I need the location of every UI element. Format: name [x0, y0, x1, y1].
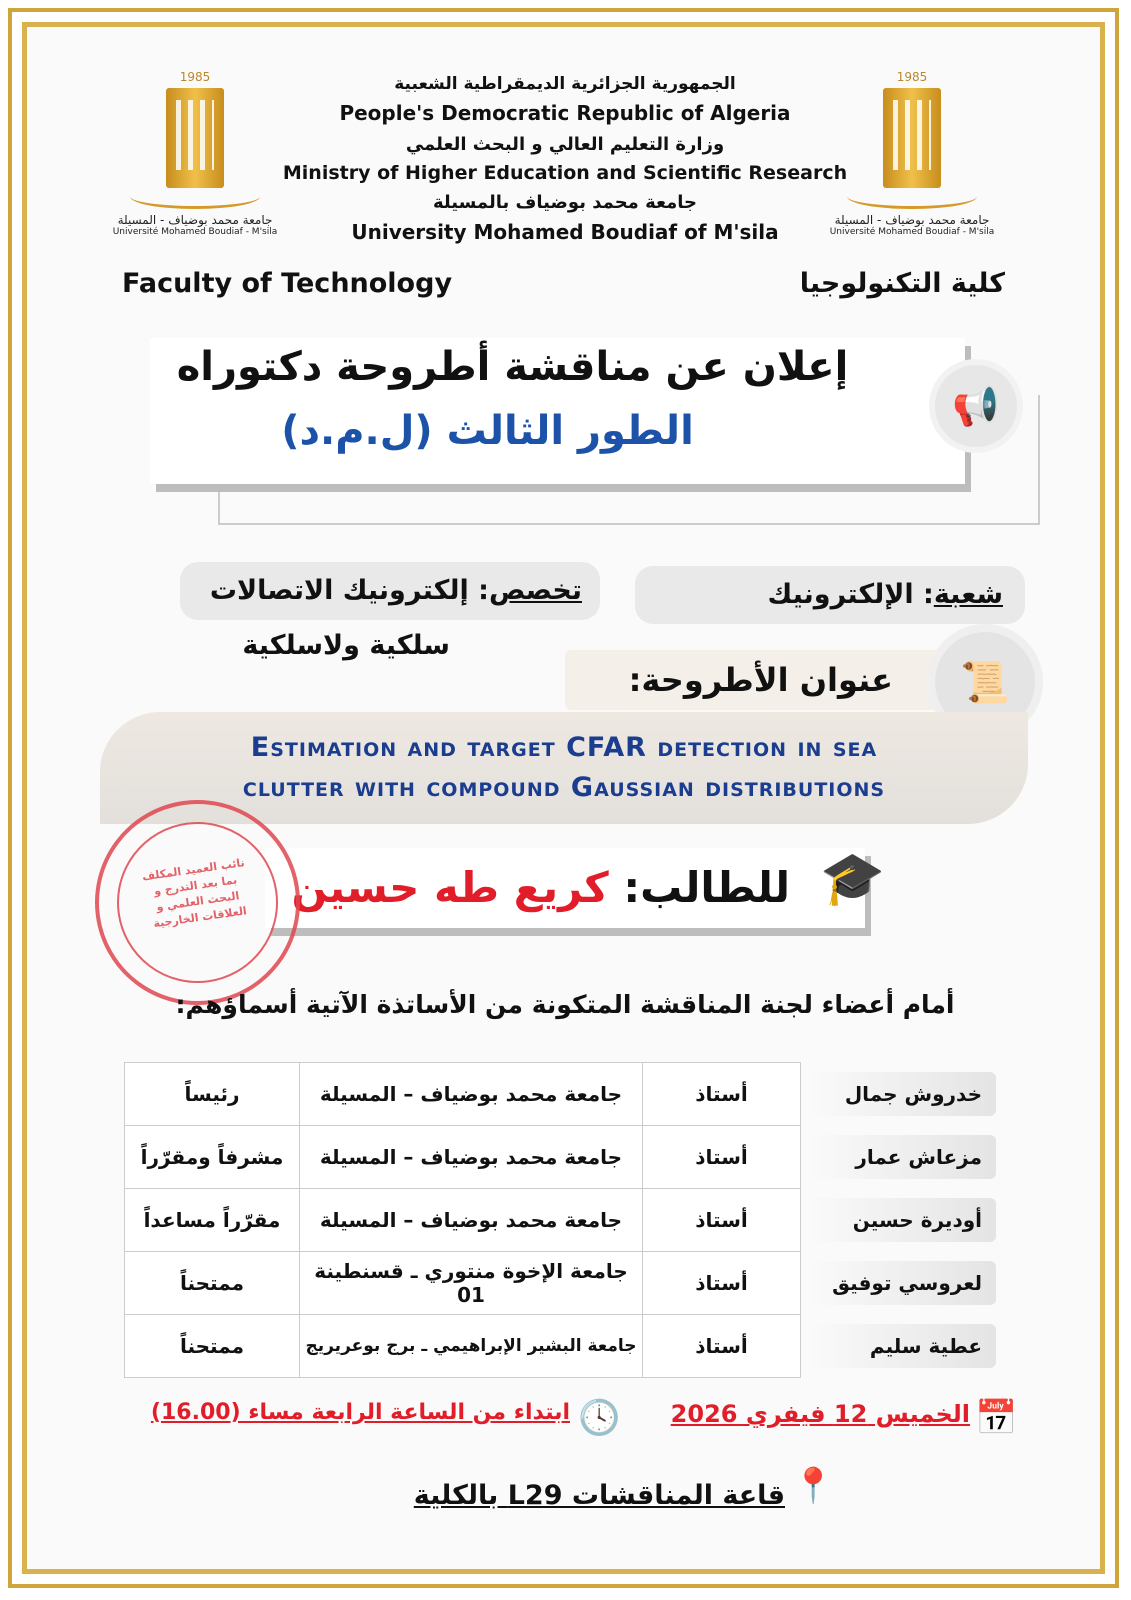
university-logo-right: 1985 جامعة محمد بوضياف - المسيلة Université Mohamed Boudiaf - M'sila [829, 70, 995, 237]
table-row [125, 1126, 1004, 1189]
faculty-ar: كلية التكنولوجيا [799, 268, 1005, 299]
thesis-title-line2: clutter with compound Gaussian distributions [242, 772, 886, 803]
tower-icon [883, 88, 941, 188]
jury-member-grade: أستاذ [643, 1252, 801, 1315]
official-stamp: نائب العميد المكلف بما بعد التدرج و البحث العلمي و العلاقات الخارجية [82, 787, 314, 1019]
calendar-icon: 📅 [975, 1398, 1018, 1438]
jury-member-grade: أستاذ [643, 1063, 801, 1126]
field-value: : الإلكترونيك [767, 579, 934, 610]
header-line2-ar: وزارة التعليم العالي و البحث العلمي [405, 134, 725, 155]
jury-member-role: مشرفاً ومقرّراً [125, 1126, 300, 1189]
thesis-title-line1: Estimation and target CFAR detection in sea [250, 732, 878, 763]
specialty-value-2: سلكية ولاسلكية [242, 630, 450, 661]
jury-member-university: جامعة البشير الإبراهيمي ـ برج بوعريريج [300, 1315, 643, 1378]
jury-member-university: جامعة الإخوة منتوري ـ قسنطينة 01 [300, 1252, 643, 1315]
diploma-icon: 📜 [935, 632, 1035, 732]
faculty-en: Faculty of Technology [122, 268, 453, 299]
table-row [125, 1063, 1004, 1126]
jury-member-role: رئيساً [125, 1063, 300, 1126]
defense-date: الخميس 12 فيفري 2026 [670, 1400, 970, 1428]
banner-title: إعلان عن مناقشة أطروحة دكتوراه [176, 344, 849, 390]
university-logo-left: 1985 جامعة محمد بوضياف - المسيلة Université Mohamed Boudiaf - M'sila [112, 70, 278, 237]
jury-title: أمام أعضاء لجنة المناقشة المتكونة من الأساتذة الآتية أسماؤهم: [175, 990, 955, 1019]
header-line3-en: University Mohamed Boudiaf of M'sila [351, 220, 779, 244]
jury-member-name: لعروسي توفيق [808, 1261, 996, 1305]
header-line1-en: People's Democratic Republic of Algeria [339, 101, 791, 125]
tower-icon [166, 88, 224, 188]
banner-subtitle: الطور الثالث (ل.م.د) [281, 408, 694, 454]
defense-time: ابتداء من الساعة الرابعة مساء (16.00) [150, 1400, 570, 1425]
jury-member-role: ممتحناً [125, 1315, 300, 1378]
jury-member-role: مقرّراً مساعداً [125, 1189, 300, 1252]
header-line1-ar: الجمهورية الجزائرية الديمقراطية الشعبية [394, 74, 736, 94]
table-row [125, 1315, 1004, 1378]
jury-member-grade: أستاذ [643, 1126, 801, 1189]
jury-member-university: جامعة محمد بوضياف – المسيلة [300, 1126, 643, 1189]
defense-place: قاعة المناقشات L29 بالكلية [413, 1480, 785, 1511]
specialty-value: : إلكترونيك الاتصالات [209, 575, 489, 606]
specialty-pill [180, 562, 600, 620]
jury-member-name: أوديرة حسين [808, 1198, 996, 1242]
jury-member-role: ممتحناً [125, 1252, 300, 1315]
table-row [125, 1252, 1004, 1315]
jury-member-name: مزعاش عمار [808, 1135, 996, 1179]
field-pill [635, 566, 1025, 624]
header-line2-en: Ministry of Higher Education and Scientific Research [282, 162, 848, 184]
thesis-title-box [100, 712, 1028, 824]
thesis-label: عنوان الأطروحة: [565, 650, 945, 710]
student-name: كريع طه حسين [291, 863, 609, 912]
jury-table [124, 1062, 1003, 1378]
jury-member-grade: أستاذ [643, 1189, 801, 1252]
specialty-label: تخصص [488, 575, 582, 606]
jury-member-grade: أستاذ [643, 1315, 801, 1378]
graduation-cap-icon: 🎓 [820, 849, 885, 909]
location-pin-icon: 📍 [792, 1466, 835, 1506]
clock-icon: 🕓 [578, 1398, 621, 1438]
announcement-banner [150, 338, 965, 484]
jury-member-university: جامعة محمد بوضياف – المسيلة [300, 1189, 643, 1252]
table-row [125, 1189, 1004, 1252]
jury-member-name: عطية سليم [808, 1324, 996, 1368]
jury-member-name: خدروش جمال [808, 1072, 996, 1116]
student-box [265, 848, 865, 928]
jury-member-university: جامعة محمد بوضياف – المسيلة [300, 1063, 643, 1126]
field-label: شعبة [933, 579, 1003, 610]
student-label: للطالب: [623, 863, 790, 912]
header-line3-ar: جامعة محمد بوضياف بالمسيلة [432, 192, 698, 213]
megaphone-icon: 📢 [935, 365, 1017, 447]
